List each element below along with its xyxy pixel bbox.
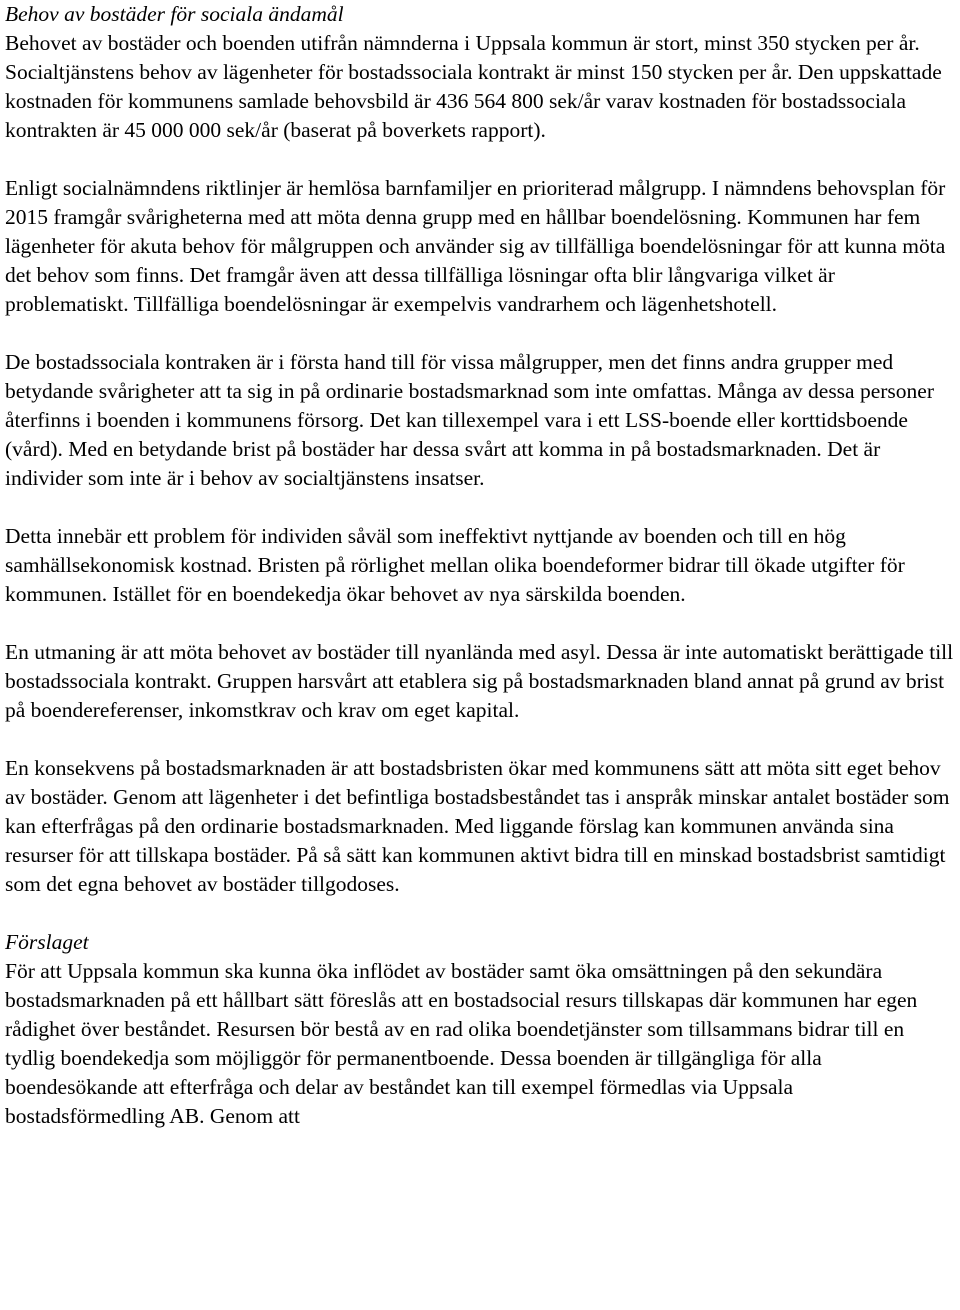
- section-heading-behov: Behov av bostäder för sociala ändamål: [5, 2, 344, 26]
- paragraph-hemlosa-barnfamiljer: Enligt socialnämndens riktlinjer är hemlösa barnfamiljer en prioriterad målgrupp. I nämndens behovsplan för 2015 framgår svårigheterna med att möta denna grupp med en hållbar boendelösning. Kommunen har fem lägenheter för akuta behov för målgruppen och använder sig av tillfälliga boendelösningar för att kunna möta det behov som finns. Det framgår även att dessa tillfälliga lösningar ofta blir långvariga vilket är problematiskt. Tillfälliga boendelösningar är exempelvis vandrarhem och lägenhetshotell.: [5, 176, 946, 316]
- paragraph-samhallsekonomisk-kostnad: Detta innebär ett problem för individen såväl som ineffektivt nyttjande av boenden och till en hög samhällsekonomisk kostnad. Bristen på rörlighet mellan olika boendeformer bidrar till ökade utgifter för kommunen. Istället för en boendekedja ökar behovet av nya särskilda boenden.: [5, 524, 905, 606]
- document-page: [5, 0, 957, 1131]
- section-heading-forslaget: Förslaget: [5, 930, 89, 954]
- paragraph-behov-kostnad: Behovet av bostäder och boenden utifrån nämnderna i Uppsala kommun är stort, minst 350 stycken per år. Socialtjänstens behov av lägenheter för bostadssociala kontrakt är minst 150 stycken per år. Den uppskattade kostnaden för kommunens samlade behovsbild är 436 564 800 sek/år varav kostnaden för bostadssociala kontrakten är 45 000 000 sek/år (baserat på boverkets rapport).: [5, 31, 942, 142]
- paragraph-bostadssociala-kontrakt: De bostadssociala kontraken är i första hand till för vissa målgrupper, men det finns andra grupper med betydande svårigheter att ta sig in på ordinarie bostadsmarknad som inte omfattas. Många av dessa personer återfinns i boenden i kommunens försorg. Det kan tillexempel vara i ett LSS-boende eller korttidsboende (vård). Med en betydande brist på bostäder har dessa svårt att komma in på bostadsmarknaden. Det är individer som inte är i behov av socialtjänstens insatser.: [5, 350, 934, 490]
- paragraph-forslaget: För att Uppsala kommun ska kunna öka inflödet av bostäder samt öka omsättningen på den sekundära bostadsmarknaden på ett hållbart sätt föreslås att en bostadsocial resurs tillskapas där kommunen har egen rådighet över beståndet. Resursen bör bestå av en rad olika boendetjänster som tillsammans bidrar till en tydlig boendekedja som möjliggör för permanentboende. Dessa boenden är tillgängliga för alla boendesökande att efterfråga och delar av beståndet kan till exempel förmedlas via Uppsala bostadsförmedling AB. Genom att: [5, 959, 918, 1128]
- paragraph-nyanlanda: En utmaning är att möta behovet av bostäder till nyanlända med asyl. Dessa är inte automatiskt berättigade till bostadssociala kontrakt. Gruppen harsvårt att etablera sig på bostadsmarknaden bland annat på grund av brist på boendereferenser, inkomstkrav och krav om eget kapital.: [5, 640, 954, 722]
- paragraph-konsekvens-bostadsmarknad: En konsekvens på bostadsmarknaden är att bostadsbristen ökar med kommunens sätt att möta sitt eget behov av bostäder. Genom att lägenheter i det befintliga bostadsbeståndet tas i anspråk minskar antalet bostäder som kan efterfrågas på den ordinarie bostadsmarknaden. Med liggande förslag kan kommunen använda sina resurser för att tillskapa bostäder. På så sätt kan kommunen aktivt bidra till en minskad bostadsbrist samtidigt som det egna behovet av bostäder tillgodoses.: [5, 756, 950, 896]
